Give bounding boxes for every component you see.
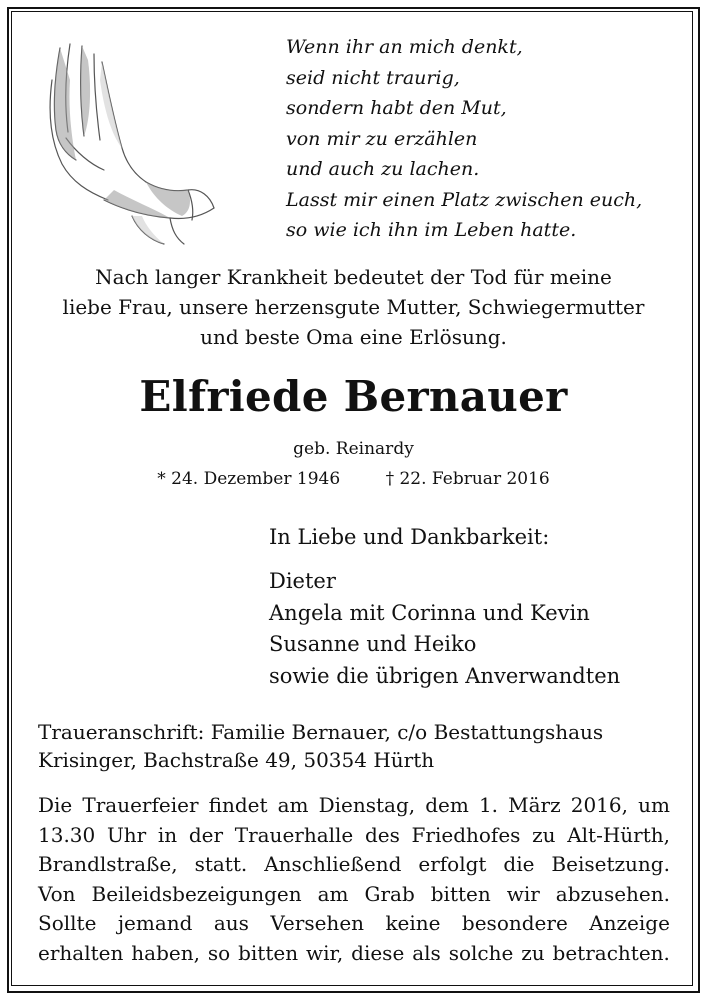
word: Grab	[364, 881, 415, 906]
word: so	[207, 940, 231, 965]
word: solche	[448, 940, 514, 965]
poem-line: Lasst mir einen Platz zwischen euch,	[286, 188, 643, 211]
word: aus	[213, 911, 249, 935]
mourner-name: sowie die übrigen Anverwandten	[269, 663, 621, 688]
intro-line: liebe Frau, unsere herzensgute Mutter, Schwiegermutter	[62, 295, 645, 319]
mourner-name: Dieter	[269, 569, 336, 593]
poem-line: Wenn ihr an mich denkt,	[286, 36, 523, 58]
ceremony-line	[38, 791, 670, 821]
word: Anschließend	[264, 852, 402, 876]
word: wir	[506, 881, 540, 906]
word: bitten	[238, 940, 299, 965]
word: dem	[425, 793, 469, 817]
birth-date: * 24. Dezember 1946	[157, 469, 341, 489]
ceremony-line	[38, 850, 670, 880]
mourners-heading-text: In Liebe und Dankbarkeit:	[269, 525, 550, 549]
word: zu	[532, 822, 556, 847]
intro-text	[30, 262, 677, 352]
mourner-name: Angela mit Corinna und Kevin	[269, 600, 590, 625]
word: Anzeige	[589, 911, 670, 935]
praying-hands-icon	[42, 40, 220, 248]
word: Sollte	[38, 911, 97, 935]
mourners-heading	[269, 522, 549, 553]
ceremony-line	[38, 821, 670, 851]
word: Dienstag,	[318, 793, 416, 817]
word: findet	[208, 793, 268, 817]
word: in	[157, 822, 178, 847]
mourning-address	[38, 718, 670, 774]
word: als	[412, 940, 441, 965]
ceremony-line	[38, 939, 670, 969]
word: Trauerfeier	[82, 793, 199, 817]
word: wir,	[305, 940, 344, 965]
word: Versehen	[270, 911, 365, 935]
poem-line: und auch zu lachen.	[286, 158, 480, 180]
mourner-name: Susanne und Heiko	[269, 632, 477, 656]
poem-line: sondern habt den Mut,	[286, 97, 507, 119]
life-dates	[0, 469, 707, 489]
intro-line: und beste Oma eine Erlösung.	[200, 325, 507, 349]
word: 13.30	[38, 822, 96, 847]
word: betrachten.	[552, 940, 670, 965]
word: diese	[351, 940, 405, 965]
word: Friedhofes	[411, 822, 521, 847]
word: 2016,	[570, 793, 628, 817]
mourners-list	[269, 566, 620, 692]
address-line: Krisinger, Bachstraße 49, 50354 Hürth	[38, 748, 435, 772]
word: um	[638, 793, 670, 817]
word: die	[503, 852, 535, 876]
word: am	[317, 881, 349, 906]
word: haben,	[131, 940, 200, 965]
word: erfolgt	[418, 852, 487, 876]
word: abzusehen.	[555, 881, 670, 906]
word: Trauerhalle	[234, 822, 354, 847]
poem-line: so wie ich ihn im Leben hatte.	[286, 219, 577, 241]
poem	[286, 32, 642, 246]
birth-name: geb. Reinardy	[293, 439, 414, 459]
ceremony-line	[38, 880, 670, 910]
word: Uhr	[106, 822, 147, 847]
word: Von	[38, 881, 76, 906]
address-line: Traueranschrift: Familie Bernauer, c/o Bestattungshaus	[38, 720, 604, 744]
word: Die	[38, 793, 73, 817]
ceremony-details	[38, 791, 670, 968]
death-date: † 22. Februar 2016	[385, 469, 550, 489]
word: jemand	[117, 911, 193, 935]
word: Beileidsbezeigungen	[91, 881, 302, 906]
word: Brandlstraße,	[38, 852, 178, 876]
poem-line: von mir zu erzählen	[286, 127, 478, 150]
word: besondere	[461, 911, 568, 935]
word: Beisetzung.	[551, 852, 670, 876]
word: der	[188, 822, 224, 847]
ceremony-line	[38, 909, 670, 939]
word: keine	[385, 911, 441, 935]
deceased-name: Elfriede Bernauer	[139, 372, 568, 421]
word: März	[508, 793, 561, 817]
word: statt.	[194, 852, 248, 876]
poem-line: seid nicht traurig,	[286, 66, 460, 89]
word: 1.	[478, 793, 499, 817]
word: bitten	[430, 881, 491, 906]
word: zu	[521, 940, 545, 965]
word: Alt-Hürth,	[567, 822, 670, 847]
word: des	[364, 822, 400, 847]
word: erhalten	[38, 940, 124, 965]
intro-line: Nach langer Krankheit bedeutet der Tod für meine	[95, 265, 612, 289]
word: am	[277, 793, 309, 817]
